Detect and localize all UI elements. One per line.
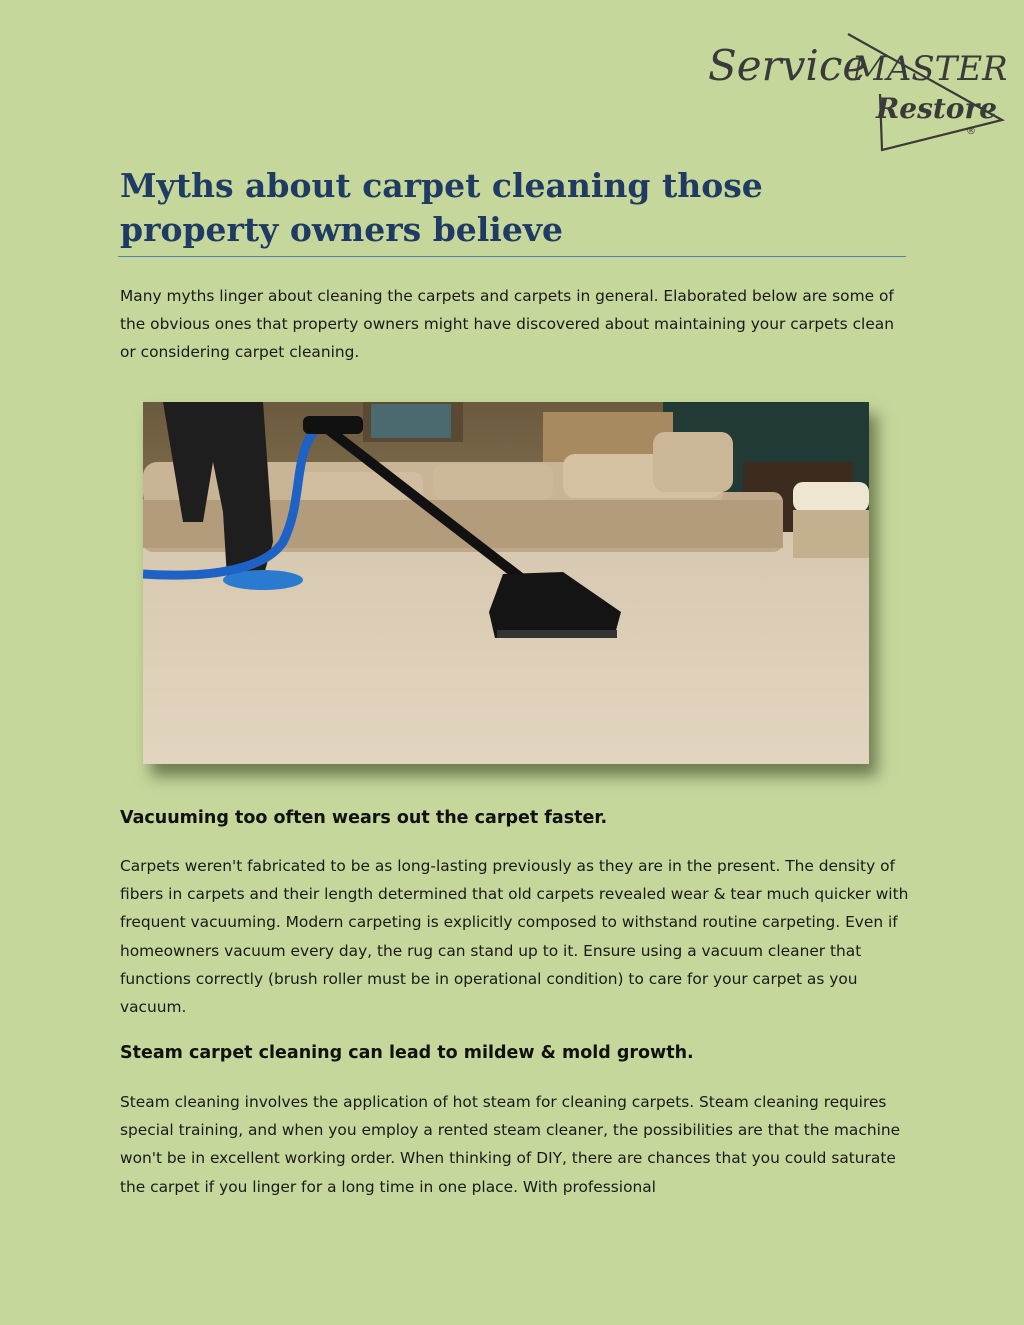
- servicemaster-restore-logo: [706, 28, 1006, 154]
- logo-script-text: Service: [708, 41, 868, 90]
- logo-registered-mark: ®: [966, 126, 976, 137]
- section-body-steam: Steam cleaning involves the application of hot steam for cleaning carpets. Steam cleaning requires special training, and when you employ a rented steam cleaner, the possibilities are that the machine won't be in excellent working order. When thinking of DIY, there are chances that you could saturate the carpet if you linger for a long time in one place. With professional: [120, 1093, 901, 1196]
- logo-restore-text: Restore: [876, 92, 998, 125]
- section-heading-steam: Steam carpet cleaning can lead to mildew & mold growth.: [120, 1043, 694, 1063]
- logo-caps-text: MASTER: [852, 49, 1006, 89]
- intro-paragraph: Many myths linger about cleaning the carpets and carpets in general. Elaborated below are some of the obvious ones that property owners might have discovered about maintaining your carpets clean or considering carpet cleaning.: [120, 287, 894, 362]
- section-heading-vacuuming: Vacuuming too often wears out the carpet faster.: [120, 808, 608, 828]
- carpet-cleaning-photo: [143, 402, 869, 764]
- page-title: Myths about carpet cleaning those property owners believe: [120, 166, 763, 249]
- section-body-vacuuming: Carpets weren't fabricated to be as long-lasting previously as they are in the present. The density of fibers in carpets and their length determined that old carpets revealed wear & tear much quicker with frequent vacuuming. Modern carpeting is explicitly composed to withstand routine carpeting. Even if homeowners vacuum every day, the rug can stand up to it. Ensure using a vacuum cleaner that functions correctly (brush roller must be in operational condition) to care for your carpet as you vacuum.: [120, 857, 909, 1017]
- title-divider: [118, 256, 906, 257]
- carpet-cleaning-photo-icon: [143, 402, 869, 764]
